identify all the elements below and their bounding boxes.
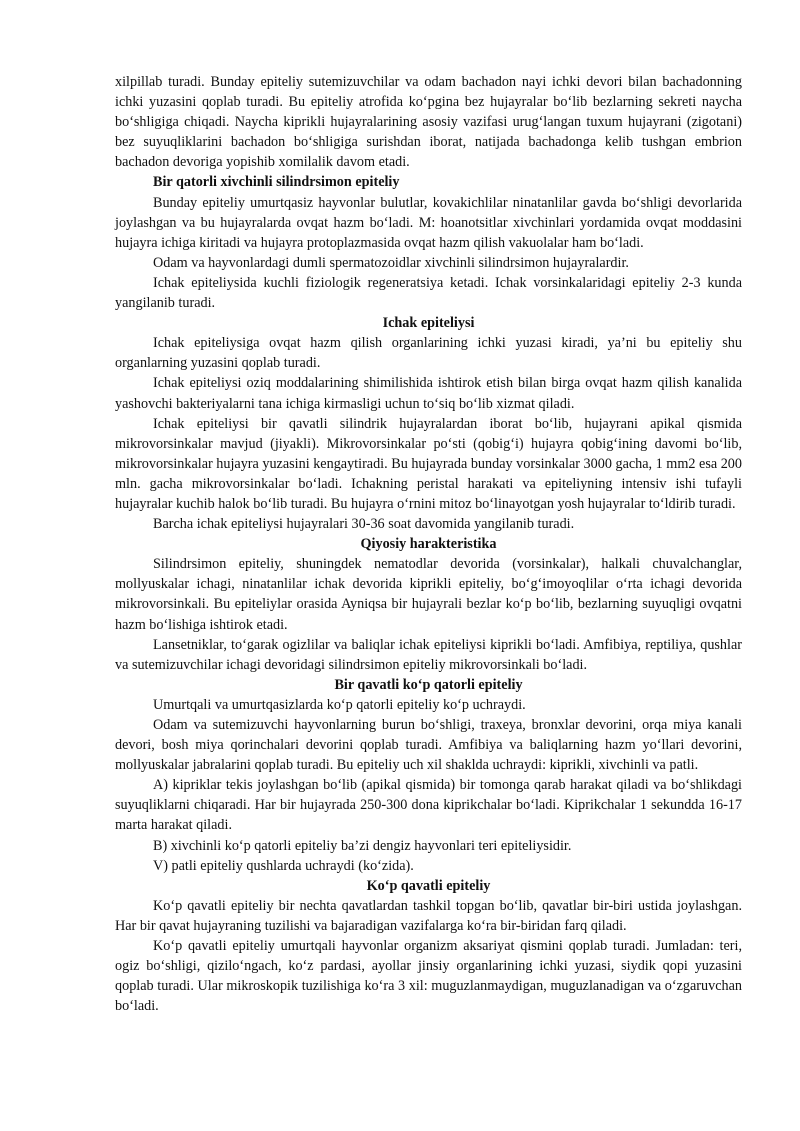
paragraph: B) xivchinli ko‘p qatorli epiteliy ba’zi dengiz hayvonlari teri epiteliysidir. [153,837,572,854]
section-heading: Bir qatorli xivchinli silindrsimon epiteliy [153,174,400,191]
section-heading: Qiyosiy harakteristika [360,536,497,553]
paragraph: Silindrsimon epiteliy, shuningdek nematodlar devorida (vorsinkalar), halkali chuvalchanglar, mollyuskalar ichagi, ninatanlilar ichak devorida kiprikli epiteliy, bo‘g‘imoyoqlilar o‘rta ichagi devorida mikrovorsinkali. Bu epiteliylar orasida Ayniqsa bir hujayrali bezlar ko‘p bo‘lib, bezlarning suyuqligi ovqatni hazm bo‘lishiga ishtirok etadi. [115,556,742,633]
document-body [115,72,742,1016]
paragraph: Umurtqali va umurtqasizlarda ko‘p qatorli epiteliy ko‘p uchraydi. [153,696,526,713]
paragraph: Ichak epiteliysiga ovqat hazm qilish organlarining ichki yuzasi kiradi, ya’ni bu epiteliy shu organlarning yuzasini qoplab turadi. [115,335,742,372]
paragraph: Ichak epiteliysida kuchli fiziologik regeneratsiya ketadi. Ichak vorsinkalaridagi epiteliy 2-3 kunda yangilanib turadi. [115,274,742,312]
paragraph: Ichak epiteliysi bir qavatli silindrik hujayralardan iborat bo‘lib, hujayrani apikal qismida mikrovorsinkalar mavjud (jiyakli). Mikrovorsinkalar po‘sti (qobig‘i) hujayra qobig‘ining davomi bo‘lib, mikrovorsinkalar hujayra yuzasini kengaytiradi. Bu hujayrada bunday vorsinkalar 3000 gacha, 1 mm2 esa 200 mln. gacha mikrovorsinkalar bo‘ladi. Ichakning peristal harakati va epiteliyning intensiv ishi tufayli hujayralar kuchib halok bo‘lib turadi. Bu hujayra o‘rnini mitoz bo‘linayotgan yosh hujayralar to‘ldirib turadi. [115,415,742,512]
paragraph: Ko‘p qavatli epiteliy bir nechta qavatlardan tashkil topgan bo‘lib, qavatlar bir-biri ustida joylashgan. Har bir qavat hujayraning tuzilishi va bajaradigan vazifalarga ko‘ra bir-biridan farq qiladi. [115,897,742,934]
paragraph: Bunday epiteliy umurtqasiz hayvonlar bulutlar, kovakichlilar ninatanlilar gavda bo‘shligi devorlarida joylashgan va bu hujayralarda ovqat hazm bo‘ladi. M: hoanotsitlar xivchinlari yordamida ovqat moddasini hujayra ichiga kiritadi va hujayra protoplazmasida ovqat hazm qilish vakuolalar ham bo‘ladi. [115,194,742,251]
paragraph: V) patli epiteliy qushlarda uchraydi (ko‘zida). [153,857,414,874]
section-heading: Bir qavatli ko‘p qatorli epiteliy [334,676,523,693]
paragraph: Ko‘p qavatli epiteliy umurtqali hayvonlar organizm aksariyat qismini qoplab turadi. Jumladan: teri, ogiz bo‘shligi, qizilo‘ngach, ko‘z pardasi, ayollar jinsiy organlarining ichki yuzasi, siydik qopi yuzasini qoplab turadi. Ular mikroskopik tuzilishiga ko‘ra 3 xil: muguzlanmaydigan, muguzlanadigan va o‘zgaruvchan bo‘ladi. [115,938,742,1015]
paragraph: Lansetniklar, to‘garak ogizlilar va baliqlar ichak epiteliysi kiprikli bo‘ladi. Amfibiya, reptiliya, qushlar va sutemizuvchilar ichagi devoridagi silindrsimon epiteliy mikrovorsinkali bo‘ladi. [115,636,742,673]
paragraph: Odam va sutemizuvchi hayvonlarning burun bo‘shligi, traxeya, bronxlar devorini, orqa miya kanali devori, bosh miya qorinchalari devorini qoplab turadi. Amfibiya va baliqlarning hazm yo‘llari devorini, mollyuskalar jabralarini qoplab turadi. Bu epiteliy uch xil shaklda uchraydi: kiprikli, xivchinli va patli. [115,717,742,774]
section-heading: Ichak epiteliysi [382,315,475,332]
paragraph: Barcha ichak epiteliysi hujayralari 30-36 soat davomida yangilanib turadi. [153,516,575,533]
paragraph: A) kipriklar tekis joylashgan bo‘lib (apikal qismida) bir tomonga qarab harakat qiladi va bo‘shlikdagi suyuqliklarni chiqaradi. Har bir hujayrada 250-300 dona kiprikchalar bo‘ladi. Kiprikchalar 1 sekundda 16-17 marta harakat qiladi. [115,777,742,834]
section-heading: Ko‘p qavatli epiteliy [366,877,491,894]
paragraph: Ichak epiteliysi oziq moddalarining shimilishida ishtirok etish bilan birga ovqat hazm qilish kanalida yashovchi bakteriyalarni tana ichiga kirmasligi uchun to‘siq bo‘lib xizmat qiladi. [115,375,742,412]
paragraph: Odam va hayvonlardagi dumli spermatozoidlar xivchinli silindrsimon hujayralardir. [153,254,629,271]
paragraph: xilpillab turadi. Bunday epiteliy sutemizuvchilar va odam bachadon nayi ichki devori bilan bachadonning ichki yuzasini qoplab turadi. Bu epiteliy atrofida ko‘pgina bez hujayralar bo‘lib bezlarning sekreti naycha bo‘shligiga chiqadi. Naycha kiprikli hujayralarining asosiy vazifasi urug‘langan tuxum hujayrani (zigotani) bez suyuqliklarini bachadon bo‘shligiga surishdan iborat, natijada bachadonga kelib tushgan embrion bachadon devoriga yopishib xomilalik davom etadi. [115,74,742,171]
